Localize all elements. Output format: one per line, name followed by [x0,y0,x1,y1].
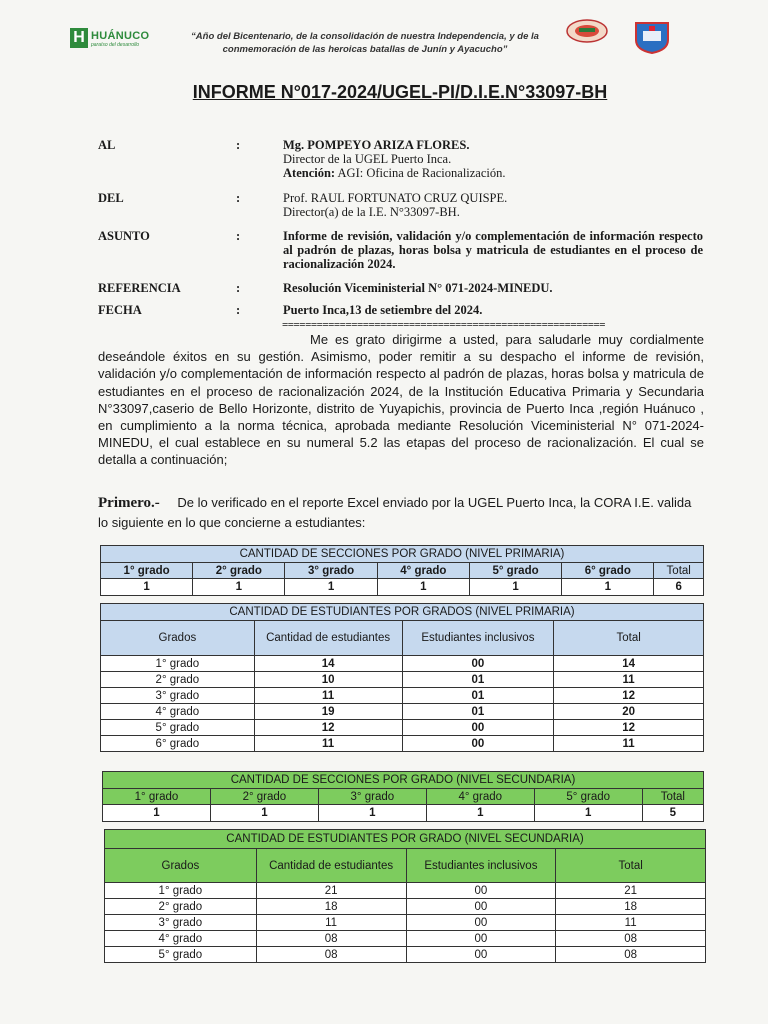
table-cell: 08 [256,947,406,963]
table-header-row [101,621,704,656]
table-cell: 1 [469,579,561,596]
table-cell: 2° grado [105,899,257,915]
table-cell: 5 [642,805,703,822]
table-cell: 18 [256,899,406,915]
table-row [101,579,704,596]
table-cell: 21 [556,883,706,899]
table-row [101,656,704,672]
table-cell: 00 [406,899,556,915]
asunto-colon: : [236,229,241,243]
table-cell: 12 [554,688,704,704]
table-caption: CANTIDAD DE ESTUDIANTES POR GRADO (NIVEL SECUNDARIA) [105,830,706,849]
ugel-seal-icon [565,18,609,44]
huanuco-h-icon: H [70,28,88,48]
table-cell: 3° grado [101,688,255,704]
table-cell: 00 [406,947,556,963]
page-title: INFORME N°017-2024/UGEL-PI/D.I.E.N°33097-BH [192,82,608,102]
table-header: 4° grado [426,789,534,805]
del-label: DEL [98,191,124,205]
table-header-row [103,789,704,805]
table-cell: 08 [556,947,706,963]
fecha-colon: : [236,303,241,317]
header-motto [170,30,560,56]
table-cell: 4° grado [101,704,255,720]
table-header: Total [554,621,704,656]
table-cell: 08 [256,931,406,947]
table-cell: 08 [556,931,706,947]
table-cell: 2° grado [101,672,255,688]
table-cell: 18 [556,899,706,915]
table-row [105,931,706,947]
table-cell: 10 [254,672,402,688]
table-cell: 11 [254,688,402,704]
primero-label: Primero.- [98,495,160,511]
table-header: Estudiantes inclusivos [406,849,556,883]
table-header: 4° grado [377,563,469,579]
table-row [101,736,704,752]
asunto-value: Informe de revisión, validación y/o complementación de información respecto al padrón de plazas, horas bolsa y matricula de estudiantes en el proceso de racionalización 2024. [283,229,703,271]
table-cell: 1 [103,805,211,822]
logo-text: HUÁNUCO [91,30,150,42]
table-row [101,672,704,688]
fecha-value: Puerto Inca,13 de setiembre del 2024. [283,303,483,317]
table-cell: 1° grado [105,883,257,899]
table-cell: 00 [406,931,556,947]
body-paragraph: Me es grato dirigirme a usted, para saludarle muy cordialmente deseándole éxitos en su gestión. Asimismo, poder remitir a su despacho el informe de revisión, validación y/o complementación de información respecto al padrón de plazas, horas bolsa y matricula de estudiantes en el proceso de racionalización 2024, de la Institución Educativa Primaria y Secundaria N°33097,caserio de Bello Horizonte, distrito de Yuyapichis, provincia de Puerto Inca ,región Huánuco , en cumplimiento a la norma técnica, aprobada mediante Resolución Viceministerial N° 071-2024-MINEDU, el cual establece en su numeral 5.2 las etapas del proceso de racionalización. El cual se detalla a continuación; [98,332,704,468]
table-header: 5° grado [469,563,561,579]
table-row [105,915,706,931]
al-value [283,138,703,180]
table-header: 3° grado [318,789,426,805]
table-cell: 1 [377,579,469,596]
table-cell: 14 [554,656,704,672]
table-estudiantes-primaria [100,603,704,752]
table-header: 2° grado [210,789,318,805]
table-cell: 6 [654,579,704,596]
referencia-label: REFERENCIA [98,281,181,295]
table-cell: 00 [402,656,554,672]
table-caption: CANTIDAD DE ESTUDIANTES POR GRADOS (NIVEL PRIMARIA) [101,604,704,621]
table-cell: 1° grado [101,656,255,672]
table-cell: 11 [256,915,406,931]
table-row [105,899,706,915]
table-header: 1° grado [103,789,211,805]
table-cell: 00 [402,720,554,736]
del-name: Prof. RAUL FORTUNATO CRUZ QUISPE. [283,191,508,205]
table-cell: 19 [254,704,402,720]
primero-paragraph [98,493,704,532]
separator-line: ======================================================== [282,319,606,331]
al-label: AL [98,138,116,152]
table-header: Grados [101,621,255,656]
table-cell: 1 [534,805,642,822]
table-cell: 3° grado [105,915,257,931]
table-cell: 11 [554,736,704,752]
referencia-colon: : [236,281,241,295]
table-cell: 14 [254,656,402,672]
table-cell: 20 [554,704,704,720]
table-cell: 5° grado [105,947,257,963]
primero-text: De lo verificado en el reporte Excel enviado por la UGEL Puerto Inca, la CORA I.E. valida lo siguiente en lo que concierne a estudiantes: [98,495,692,530]
table-estudiantes-secundaria [104,829,706,963]
referencia-value: Resolución Viceministerial N° 071-2024-MINEDU. [283,281,553,295]
table-row [103,805,704,822]
table-header: Estudiantes inclusivos [402,621,554,656]
table-cell: 01 [402,704,554,720]
table-header: Cantidad de estudiantes [256,849,406,883]
table-row [101,704,704,720]
motto-line-1: “Año del Bicentenario, de la consolidación de nuestra Independencia, y de la [191,31,539,42]
table-cell: 1 [562,579,654,596]
table-cell: 11 [254,736,402,752]
fecha-label: FECHA [98,303,142,317]
del-colon: : [236,191,241,205]
al-colon: : [236,138,241,152]
huanuco-logo [70,28,150,52]
table-row [105,883,706,899]
table-row [101,688,704,704]
table-cell: 1 [193,579,285,596]
table-cell: 4° grado [105,931,257,947]
table-header: Total [654,563,704,579]
table-header: 5° grado [534,789,642,805]
table-cell: 11 [556,915,706,931]
school-shield-icon [632,20,672,54]
logo-subtext: paraíso del desarrollo [91,42,140,48]
table-header: 3° grado [285,563,377,579]
table-cell: 6° grado [101,736,255,752]
table-cell: 12 [554,720,704,736]
table-header: Cantidad de estudiantes [254,621,402,656]
table-header-row [105,849,706,883]
table-cell: 1 [210,805,318,822]
table-cell: 00 [402,736,554,752]
table-header: 6° grado [562,563,654,579]
table-cell: 11 [554,672,704,688]
table-cell: 12 [254,720,402,736]
del-value [283,191,703,219]
table-cell: 1 [426,805,534,822]
al-attention: Atención: AGI: Oficina de Racionalización. [283,166,506,180]
table-secciones-primaria [100,545,704,596]
table-header: Total [556,849,706,883]
table-header: Grados [105,849,257,883]
table-caption: CANTIDAD DE SECCIONES POR GRADO (NIVEL SECUNDARIA) [103,772,704,789]
table-caption: CANTIDAD DE SECCIONES POR GRADO (NIVEL PRIMARIA) [101,546,704,563]
table-row [105,947,706,963]
table-header-row [101,563,704,579]
del-position: Director(a) de la I.E. N°33097-BH. [283,205,460,219]
table-cell: 1 [285,579,377,596]
table-cell: 1 [101,579,193,596]
table-cell: 00 [406,915,556,931]
table-cell: 5° grado [101,720,255,736]
table-header: 2° grado [193,563,285,579]
asunto-label: ASUNTO [98,229,150,243]
table-cell: 01 [402,672,554,688]
table-header: 1° grado [101,563,193,579]
table-cell: 01 [402,688,554,704]
al-name: Mg. POMPEYO ARIZA FLORES. [283,138,470,152]
table-secciones-secundaria [102,771,704,822]
table-cell: 1 [318,805,426,822]
table-cell: 21 [256,883,406,899]
table-row [101,720,704,736]
motto-line-2: conmemoración de las heroicas batallas de Junín y Ayacucho” [222,44,508,55]
table-header: Total [642,789,703,805]
al-position: Director de la UGEL Puerto Inca. [283,152,452,166]
table-cell: 00 [406,883,556,899]
